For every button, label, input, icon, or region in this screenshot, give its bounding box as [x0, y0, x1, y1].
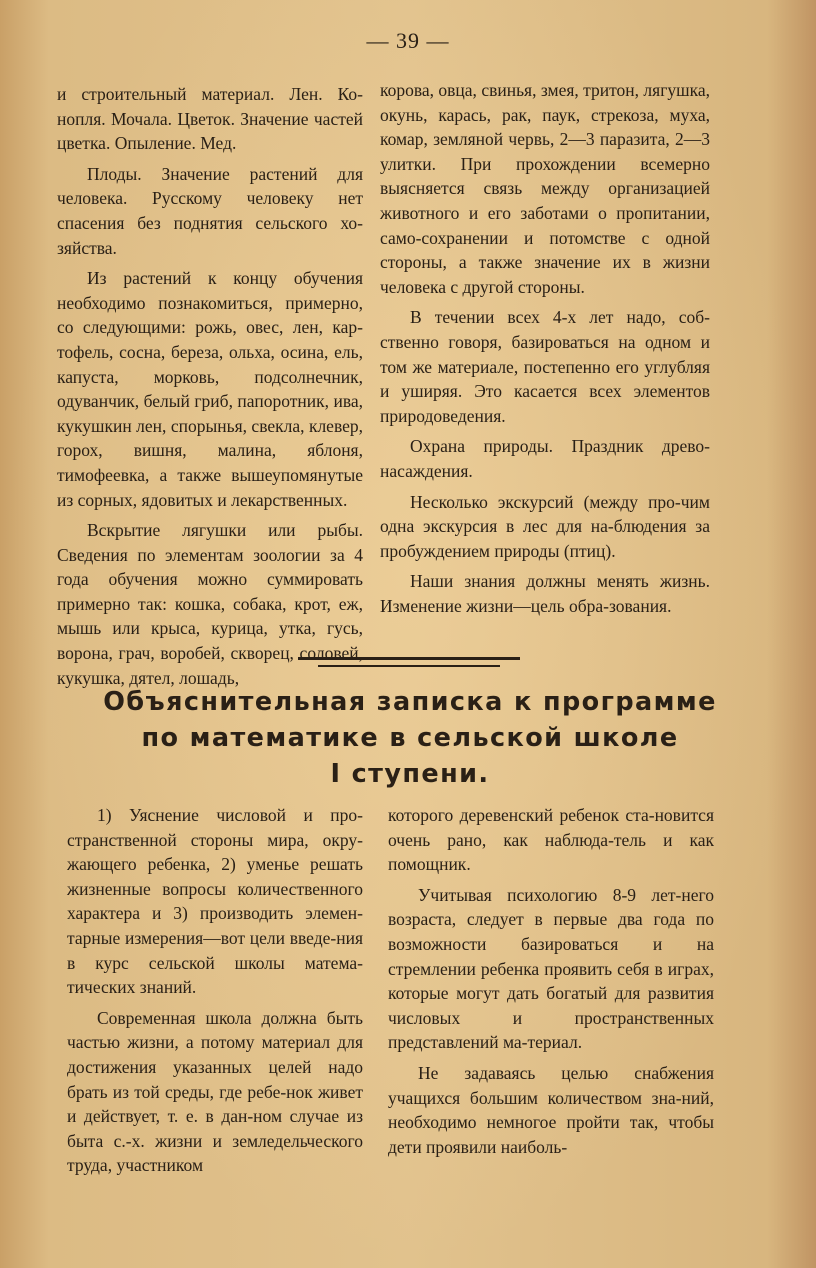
paragraph: Не задаваясь целью снабжения учащихся большим количеством зна-ний, необходимо немногое пройти так, чтобы дети проявили наиболь- [388, 1062, 714, 1157]
paragraph: и строительный материал. Лен. Ко-нопля. Мочала. Цветок. Значение частей цветка. Опыление. Мед. [57, 84, 363, 154]
bottom-right-column [388, 803, 714, 1159]
page-number: — 39 — [366, 28, 450, 53]
paragraph: Современная школа должна быть частью жизни, а потому материал для достижения указанных целей надо брать из той среды, где ребе-нок живет и действует, т. е. в дан-ном случае из быта с.-х. жизни и земледельческого труда, участником [67, 1007, 363, 1176]
paragraph: Вскрытие лягушки или рыбы. Сведения по элементам зоологии за 4 года обучения можно суммировать примерно так: кошка, собака, крот, еж, мышь или крыса, курица, утка, гусь, ворона, грач, воробей, скворец, соловей, кукушка, дятел, лошадь, [57, 520, 363, 688]
heading-line: I ступени. [330, 759, 490, 789]
top-right-column [380, 78, 710, 618]
paragraph: 1) Уяснение числовой и про-странственной стороны мира, окру-жающего ребенка, 2) уменье решать жизненные вопросы количественного характера и 3) производить элемен-тарные измерения—вот цели введе-ния в курс сельской школы матема-тических знаний. [67, 805, 363, 998]
paragraph: Плоды. Значение растений для человека. Русскому человеку нет спасения без поднятия сельского хо-зяйства. [57, 163, 363, 258]
paragraph: Учитывая психологию 8-9 лет-него возраста, следует в первые два года по возможности базироваться и на стремлении ребенка проявить себя в играх, которые могут дать богатый для развития числовых и пространственных представлений ма-териал. [388, 884, 714, 1053]
section-heading [60, 684, 760, 792]
heading-line: по математике в сельской школе [141, 723, 679, 753]
paragraph: Из растений к концу обучения необходимо познакомиться, примерно, со следующими: рожь, овес, лен, кар-тофель, сосна, береза, ольха, осина, ель, капуста, морковь, подсолнечник, одуванчик, белый гриб, папоротник, ива, кукушкин лен, спорынья, свекла, клевер, горох, вишня, малина, яблоня, тимофеевка, а также вышеупомянутые из сорных, ядовитых и лекарственных. [57, 268, 363, 510]
heading-line: Объяснительная записка к программе [103, 687, 717, 717]
paragraph: Наши знания должны менять жизнь. Изменение жизни—цель обра-зования. [380, 571, 710, 616]
section-divider-bottom [318, 665, 500, 667]
bottom-left-column [67, 803, 363, 1178]
paragraph: которого деревенский ребенок ста-новится очень рано, как наблюда-тель и как помощник. [388, 805, 714, 875]
paragraph: В течении всех 4-х лет надо, соб-ственно говоря, базироваться на одном и том же материале, постепенно его углубляя и уширяя. Это касается всех элементов природоведения. [380, 307, 710, 426]
paragraph: Несколько экскурсий (между про-чим одна экскурсия в лес для на-блюдения за пробуждением природы (птиц). [380, 491, 710, 561]
paragraph: корова, овца, свинья, змея, тритон, лягушка, окунь, карась, рак, паук, стрекоза, муха, комар, земляной червь, 2—3 паразита, 2—3 улитки. При прохождении всемерно выясняется связь между организацией животного и его заботами о пропитании, само-сохранении и потомстве с одной стороны, а также значение их в жизни человека с другой стороны. [380, 80, 710, 297]
paragraph: Охрана природы. Праздник древо-насаждения. [380, 436, 710, 481]
top-left-column [57, 82, 363, 690]
section-divider-top [298, 657, 520, 660]
